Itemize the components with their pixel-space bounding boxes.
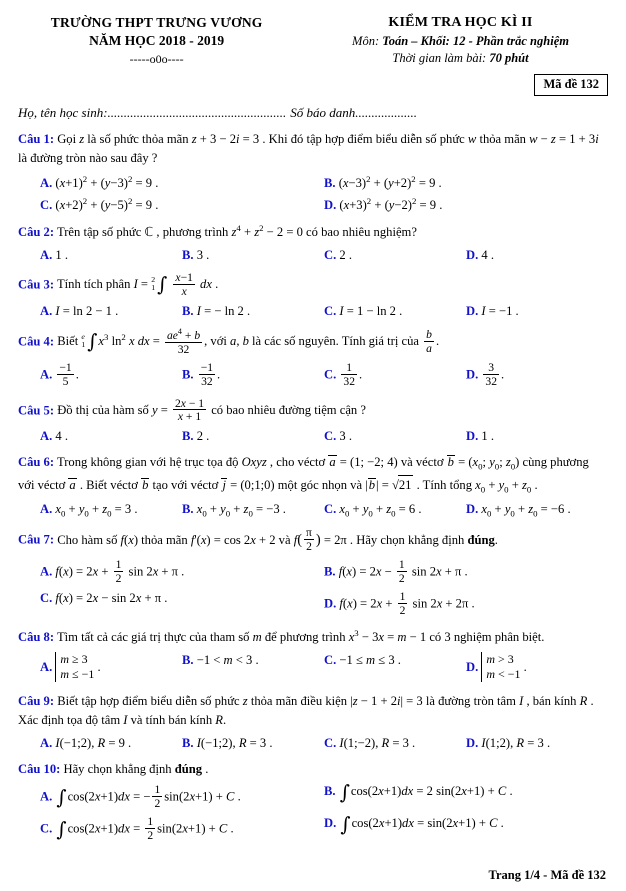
answer-label: A.	[40, 501, 53, 516]
question-3-answer-a[interactable]: A. I = ln 2 − 1 .	[40, 303, 119, 318]
answer-label: C.	[40, 821, 53, 836]
answer-label: B.	[182, 303, 194, 318]
duration-prefix: Thời gian làm bài:	[392, 50, 487, 65]
question-1-answer-d[interactable]: D. $(x+3)^2 + (y-2)^2 = 9$ .	[324, 195, 443, 213]
question-2-text: Trên tập số phức ℂ , phương trình $z^4 + z^2 - 2 = 0$ có bao nhiêu nghiệm?	[56, 223, 417, 240]
question-8-label: Câu 8:	[18, 630, 55, 645]
answer-label: A.	[40, 735, 53, 750]
question-5	[18, 398, 608, 425]
student-id-field[interactable]: Số báo danh...................	[290, 104, 418, 120]
question-2-answer-b[interactable]: B. 3 .	[182, 247, 210, 262]
school-block	[18, 14, 295, 68]
answer-label: A.	[40, 564, 53, 579]
system-brace: m ≥ 3 m ≤ −1	[55, 652, 94, 682]
question-10-answer-c[interactable]: C. ∫cos(2x+1)dx = $\frac{1}{2}$ sin(2x+1) + C .	[40, 815, 234, 843]
answer-label: C.	[324, 429, 337, 444]
question-6-answer-c[interactable]: C. $x_0 + y_0 + z_0 = 6$ .	[324, 501, 422, 519]
answer-label: D.	[466, 659, 479, 674]
question-3-answer-c[interactable]: C. I = 1 − ln 2 .	[324, 303, 403, 318]
answer-label: D.	[466, 429, 479, 444]
answer-label: D.	[466, 366, 479, 381]
document-header	[18, 14, 608, 68]
question-7-answer-b[interactable]: B. f(x) = 2x − $\frac{1}{2}$ sin 2x + π .	[324, 558, 468, 586]
answer-label: C.	[40, 591, 53, 606]
answer-label: A.	[40, 247, 53, 262]
question-2-answer-c[interactable]: C. 2 .	[324, 247, 352, 262]
answer-label: B.	[182, 247, 194, 262]
answer-label: A.	[40, 366, 53, 381]
question-8-answer-c[interactable]: C. −1 ≤ m ≤ 3 .	[324, 652, 401, 667]
question-7-answers-row-2	[18, 591, 608, 618]
question-10-answers-row-2	[18, 812, 608, 843]
answer-label: C.	[324, 303, 337, 318]
question-8-answers	[18, 653, 608, 683]
question-3-answer-b[interactable]: B. I = − ln 2 .	[182, 303, 251, 318]
answer-label: C.	[324, 735, 337, 750]
answer-label: A.	[40, 789, 53, 804]
answer-label: C.	[324, 247, 337, 262]
student-name-field[interactable]: Họ, tên học sinh:.......................................................	[18, 104, 287, 120]
answer-label: C.	[324, 366, 337, 381]
answer-label: B.	[182, 501, 194, 516]
question-3-label: Câu 3:	[18, 277, 55, 292]
fraction: $\frac{x-1}{x}$	[175, 270, 193, 298]
answer-label: B.	[324, 175, 336, 190]
question-10-answer-d[interactable]: D. ∫cos(2x+1)dx = sin(2x+1) + C .	[324, 812, 504, 836]
question-3-answers	[18, 304, 608, 319]
question-3-answer-d[interactable]: D. I = −1 .	[466, 303, 519, 318]
question-7-label: Câu 7:	[18, 532, 55, 547]
question-8-answer-b[interactable]: B. −1 < m < 3 .	[182, 652, 259, 667]
exam-duration	[313, 50, 608, 67]
question-5-answer-c[interactable]: C. 3 .	[324, 429, 352, 444]
question-9-answer-b[interactable]: B. I(−1;2), R = 3 .	[182, 735, 273, 750]
answer-label: B.	[182, 735, 194, 750]
question-6-answer-b[interactable]: B. $x_0 + y_0 + z_0 = -3$ .	[182, 501, 286, 519]
student-info-line	[18, 105, 608, 121]
answer-label: B.	[324, 564, 336, 579]
integral-limits: 2 1	[151, 275, 156, 293]
question-3	[18, 272, 608, 299]
question-3-text: Tính tích phân I = 2 1 ∫ $\frac{x-1}{x}$ dx .	[56, 270, 219, 298]
question-10-text: Hãy chọn khẳng định đúng .	[63, 761, 209, 776]
question-7-text: Cho hàm số f(x) thỏa mãn f'(x) = cos 2x + 2 và f( $\frac{\pi}{2}$ ) = 2π . Hãy chọn khẳng định đúng.	[57, 526, 498, 554]
system-brace: m > 3 m < −1	[481, 652, 520, 682]
answer-label: D.	[466, 303, 479, 318]
answer-label: B.	[182, 366, 194, 381]
question-7	[18, 527, 608, 554]
question-4-answer-c[interactable]: C. $\frac{1}{32}$ .	[324, 360, 363, 388]
exam-info-block	[313, 14, 608, 67]
question-8-answer-d[interactable]: D. m > 3 m < −1 .	[466, 651, 527, 681]
answer-label: B.	[324, 784, 336, 799]
question-5-answer-a[interactable]: A. 4 .	[40, 429, 68, 444]
question-10-answer-a[interactable]: A. ∫cos(2x+1)dx = − $\frac{1}{2}$ sin(2x+1) + C .	[40, 783, 241, 811]
question-4	[18, 328, 608, 357]
question-4-answer-b[interactable]: B. $\frac{-1}{32}$ .	[182, 360, 221, 388]
answer-label: B.	[182, 652, 194, 667]
question-1-text: Gọi z là số phức thỏa mãn z + 3 − 2i = 3 . Khi đó tập hợp điểm biểu diễn số phức w thỏa mãn w − z = 1 + 3i là đường tròn nào sau đây ?	[18, 131, 599, 166]
question-7-answer-a[interactable]: A. f(x) = 2x + $\frac{1}{2}$ sin 2x + π .	[40, 558, 185, 586]
question-6-text: Trong không gian với hệ trục tọa độ Oxyz , cho véctơ a = (1; −2; 4) và véctơ $b = (x_0$; $y_0$; $z_0$) cùng phương với véctơ a . Biết véctơ b tạo với véctơ j = (0;1;0) một góc nhọn và |b| = √21 . Tính tổng $x_0 + y_0 + z_0$ .	[18, 455, 589, 495]
answer-label: D.	[324, 816, 337, 831]
question-10-answers-row-1	[18, 780, 608, 811]
answer-label: A.	[40, 429, 53, 444]
question-2-answer-d[interactable]: D. 4 .	[466, 247, 494, 262]
question-8-answer-a[interactable]: A. m ≥ 3 m ≤ −1 .	[40, 651, 101, 681]
question-10-answer-b[interactable]: B. ∫cos(2x+1)dx = 2 sin(2x+1) + C .	[324, 780, 513, 804]
question-1-answer-c[interactable]: C. $(x+2)^2 + (y-5)^2 = 9$ .	[40, 195, 159, 213]
answer-label: D.	[324, 198, 337, 213]
question-7-answer-d[interactable]: D. f(x) = 2x + $\frac{1}{2}$ sin 2x + 2π .	[324, 590, 475, 618]
question-6-answer-a[interactable]: A. $x_0 + y_0 + z_0 = 3$ .	[40, 501, 138, 519]
question-2	[18, 222, 608, 243]
question-2-answers	[18, 248, 608, 263]
question-10	[18, 760, 608, 780]
answer-label: A.	[40, 659, 53, 674]
question-5-text: Đồ thị của hàm số y = $\frac{2x - 1}{x + 1}$ có bao nhiêu đường tiệm cận ?	[57, 396, 366, 424]
question-2-label: Câu 2:	[18, 225, 55, 240]
school-year: NĂM HỌC 2018 - 2019	[89, 33, 225, 49]
question-2-answer-a[interactable]: A. 1 .	[40, 247, 68, 262]
answer-label: C.	[324, 501, 337, 516]
subject-prefix: Môn:	[352, 33, 380, 48]
question-5-answers	[18, 429, 608, 444]
question-8	[18, 627, 608, 648]
exam-subject	[313, 33, 608, 50]
question-1	[18, 130, 608, 169]
answer-label: D.	[466, 247, 479, 262]
school-name: TRƯỜNG THPT TRƯNG VƯƠNG	[50, 15, 263, 30]
question-4-text: Biết e 1 $\int x^3$ $\ln^2 x$ dx = $\frac{ae^4 + b}{32}$ , với a, b là các số nguyên. Tính giá trị của $\frac{b}{a}$ .	[57, 326, 440, 356]
question-9-answers	[18, 736, 608, 751]
question-5-answer-d[interactable]: D. 1 .	[466, 429, 494, 444]
exam-code-wrap	[18, 70, 608, 96]
question-4-answer-d[interactable]: D. $\frac{3}{32}$ .	[466, 360, 505, 388]
question-1-answers-row-1	[18, 174, 608, 191]
duration-value: 70 phút	[489, 50, 529, 65]
question-7-answers-row-1	[18, 559, 608, 586]
question-1-answers-row-2	[18, 196, 608, 213]
question-5-answer-b[interactable]: B. 2 .	[182, 429, 210, 444]
question-6-label: Câu 6:	[18, 455, 55, 470]
question-9	[18, 692, 608, 731]
question-9-text: Biết tập hợp điểm biểu diễn số phức z thỏa mãn điều kiện |z − 1 + 2i| = 3 là đường tròn tâm I , bán kính R . Xác định tọa độ tâm I và tính bán kính R.	[18, 693, 594, 728]
exam-code-badge: Mã đề 132	[534, 74, 608, 96]
question-6-answers	[18, 502, 608, 519]
fraction: $\frac{ae^4 + b}{32}$	[166, 326, 201, 356]
answer-label: B.	[182, 429, 194, 444]
question-5-label: Câu 5:	[18, 402, 55, 417]
question-1-answer-a[interactable]: A. $(x+1)^2 + (y-3)^2 = 9$ .	[40, 173, 159, 190]
question-1-answer-b[interactable]: B. $(x-3)^2 + (y+2)^2 = 9$ .	[324, 173, 442, 190]
question-4-answers	[18, 362, 608, 389]
answer-label: D.	[466, 735, 479, 750]
question-9-label: Câu 9:	[18, 693, 55, 708]
question-4-label: Câu 4:	[18, 334, 55, 349]
question-7-answer-c[interactable]: C. f(x) = 2x − sin 2x + π .	[40, 591, 168, 606]
question-9-answer-c[interactable]: C. I(1;−2), R = 3 .	[324, 735, 416, 750]
answer-label: C.	[40, 198, 53, 213]
question-10-label: Câu 10:	[18, 761, 61, 776]
answer-label: D.	[324, 596, 337, 611]
answer-label: D.	[466, 501, 479, 516]
divider-dashes: -----o0o----	[129, 52, 184, 67]
answer-label: C.	[324, 652, 337, 667]
question-4-answer-a[interactable]: A. $\frac{-1}{5}$ .	[40, 360, 79, 388]
exam-title: KIỂM TRA HỌC KÌ II	[388, 15, 533, 30]
question-9-answer-a[interactable]: A. I(−1;2), R = 9 .	[40, 735, 132, 750]
question-6-answer-d[interactable]: D. $x_0 + y_0 + z_0 = -6$ .	[466, 501, 571, 519]
answer-label: A.	[40, 175, 53, 190]
answer-label: A.	[40, 303, 53, 318]
question-8-text: Tìm tất cả các giá trị thực của tham số m để phương trình $x^3 - 3x = m - 1$ có 3 nghiệm phân biệt.	[56, 628, 545, 645]
question-6	[18, 453, 608, 496]
fraction: $\frac{b}{a}$	[426, 327, 432, 355]
subject-value: Toán – Khối: 12 - Phần trắc nghiệm	[382, 33, 569, 48]
page-footer: Trang 1/4 - Mã đề 132	[488, 868, 606, 882]
question-1-label: Câu 1:	[18, 131, 55, 146]
question-9-answer-d[interactable]: D. I(1;2), R = 3 .	[466, 735, 551, 750]
